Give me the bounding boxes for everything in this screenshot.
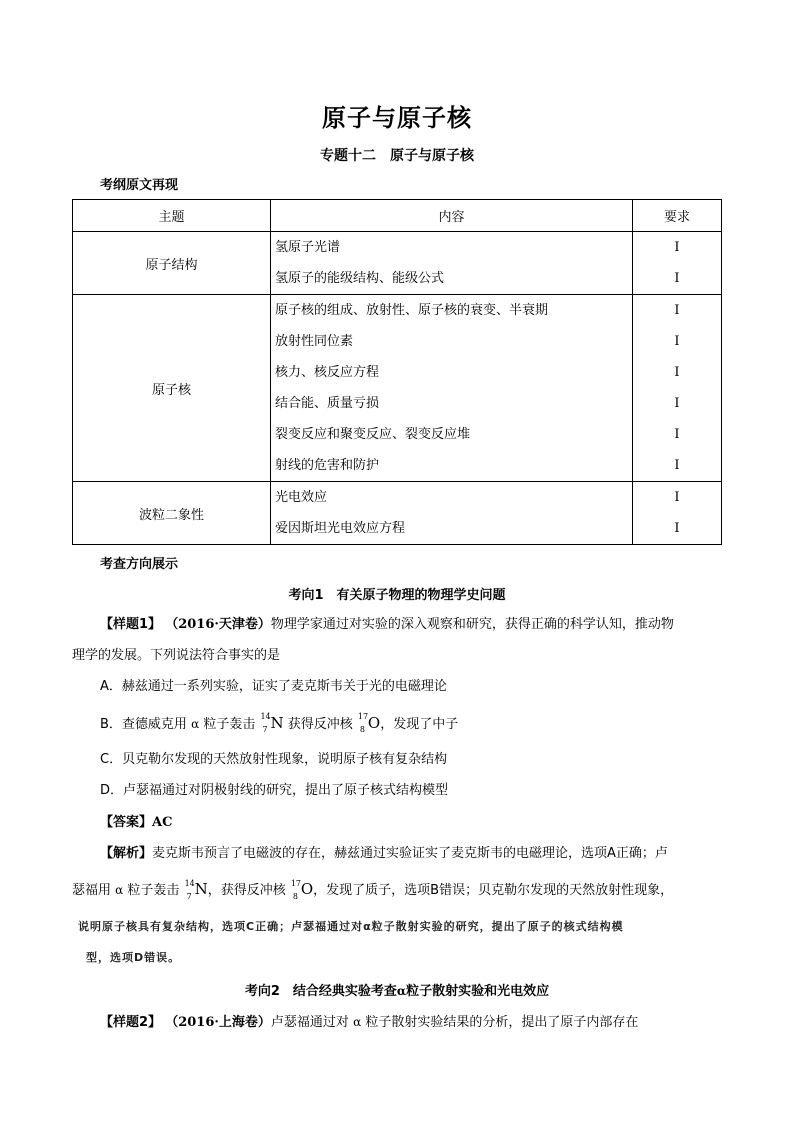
content-item: 裂变反应和聚变反应、裂变反应堆	[275, 427, 471, 442]
example-2-text: 卢瑟福通过对	[270, 1015, 349, 1030]
header-topic: 主题	[73, 200, 271, 232]
nuclide-nitrogen	[184, 874, 208, 906]
option-b	[100, 713, 458, 735]
table-row	[73, 232, 722, 295]
option-b-text: B．查德威克用	[100, 717, 187, 732]
table-row	[73, 482, 722, 545]
example-1-text: 物理学家通过对实验的深入观察和研究，获得正确的科学认知，推动物	[270, 617, 674, 632]
page-title: 原子与原子核	[322, 104, 472, 132]
option-d: D．卢瑟福通过对阴极射线的研究，提出了原子核式结构模型	[100, 783, 449, 798]
atomic-number: 7	[186, 892, 192, 901]
alpha-symbol: α	[353, 1015, 362, 1029]
requirement-level: I	[674, 334, 680, 349]
requirement-level: I	[674, 271, 680, 286]
content-item: 氢原子的能级结构、能级公式	[275, 271, 445, 286]
example-2-label: 【样题2】	[100, 1015, 162, 1030]
requirement-level: I	[674, 458, 680, 473]
requirement-cell	[633, 482, 722, 545]
content-cell	[271, 295, 633, 482]
option-b-text: 获得反冲核	[287, 717, 353, 732]
analysis-text: 瑟福用	[72, 883, 112, 898]
example-1-stem	[100, 609, 725, 640]
content-cell	[271, 232, 633, 295]
example-1-stem-cont: 理学的发展。下列说法符合事实的是	[72, 648, 281, 663]
analysis-label: 【解析】	[100, 846, 153, 861]
table-row	[73, 295, 722, 482]
analysis-text: ，获得反冲核	[207, 883, 286, 898]
nuclide-nitrogen	[260, 712, 284, 735]
analysis-line-3: 说明原子核具有复杂结构，选项C正确；卢瑟福通过对α粒子散射实验的研究，提出了原子的核式结构模	[78, 920, 624, 933]
example-2-text: 粒子散射实验结果的分析，提出了原子内部存在	[365, 1015, 639, 1030]
mass-number: 17	[357, 712, 369, 721]
analysis-line-1	[100, 838, 725, 869]
atomic-number: 8	[292, 892, 298, 901]
analysis-text: 麦克斯韦预言了电磁波的存在，赫兹通过实验证实了麦克斯韦的电磁理论，选项A正确；卢	[152, 846, 668, 861]
example-2-source: （2016·上海卷）	[165, 1015, 271, 1030]
mass-number: 14	[260, 712, 271, 721]
page-subtitle: 专题十二 原子与原子核	[320, 148, 474, 164]
analysis-line-2	[72, 874, 722, 906]
topic-cell: 原子结构	[73, 232, 271, 295]
atomic-number: 8	[359, 725, 365, 734]
alpha-symbol: α	[396, 984, 407, 998]
directions-label: 考查方向展示	[100, 557, 179, 572]
topic-cell: 波粒二象性	[73, 482, 271, 545]
nuclide-oxygen	[290, 874, 314, 906]
content-item: 光电效应	[275, 490, 328, 505]
option-b-text: 粒子轰击	[203, 717, 256, 732]
option-b-text: ，发现了中子	[380, 717, 459, 732]
requirements-table	[72, 199, 722, 545]
answer-value: AC	[152, 815, 173, 830]
option-a: A．赫兹通过一系列实验，证实了麦克斯韦关于光的电磁理论	[100, 679, 447, 694]
nuclide-oxygen	[357, 712, 381, 735]
requirement-level: I	[674, 240, 680, 255]
content-item: 射线的危害和防护	[275, 458, 380, 473]
alpha-symbol: α	[191, 717, 200, 731]
content-item: 爱因斯坦光电效应方程	[275, 521, 406, 536]
element-symbol: N	[270, 714, 284, 732]
requirement-level: I	[674, 490, 680, 505]
requirement-level: I	[674, 396, 680, 411]
atomic-number: 7	[262, 725, 268, 734]
direction-1-heading: 考向1 有关原子物理的物理学史问题	[288, 588, 506, 603]
answer-label: 【答案】	[100, 815, 153, 830]
content-item: 核力、核反应方程	[275, 365, 380, 380]
requirement-level: I	[674, 427, 680, 442]
element-symbol: O	[367, 714, 381, 732]
header-content: 内容	[271, 200, 633, 232]
content-item: 结合能、质量亏损	[275, 396, 380, 411]
outline-label: 考纲原文再现	[100, 178, 179, 193]
option-c: C．贝克勒尔发现的天然放射性现象，说明原子核有复杂结构	[100, 752, 448, 767]
content-item: 放射性同位素	[275, 334, 354, 349]
topic-cell: 原子核	[73, 295, 271, 482]
content-cell	[271, 482, 633, 545]
example-1-source: （2016·天津卷）	[165, 617, 271, 632]
content-item: 氢原子光谱	[275, 240, 341, 255]
example-1-label: 【样题1】	[100, 617, 162, 632]
element-symbol: O	[300, 880, 314, 898]
alpha-symbol: α	[115, 883, 124, 897]
mass-number: 14	[184, 879, 195, 888]
requirement-level: I	[674, 365, 680, 380]
requirement-cell	[633, 232, 722, 295]
content-item: 原子核的组成、放射性、原子核的衰变、半衰期	[275, 303, 549, 318]
analysis-text: 粒子轰击	[127, 883, 180, 898]
requirement-level: I	[674, 521, 680, 536]
mass-number: 17	[290, 879, 302, 888]
answer-line	[100, 807, 725, 838]
example-2-stem	[100, 1007, 725, 1038]
header-requirement: 要求	[633, 200, 722, 232]
direction-2-text: 粒子散射实验和光电效应	[406, 984, 550, 999]
analysis-line-4: 型，选项D错误。	[86, 951, 181, 964]
table-header-row	[73, 200, 722, 232]
direction-2-text: 考向2 结合经典实验考查	[244, 984, 397, 999]
direction-2-heading	[0, 980, 794, 999]
element-symbol: N	[194, 880, 208, 898]
requirement-cell	[633, 295, 722, 482]
analysis-text: ，发现了质子，选项B错误；贝克勒尔发现的天然放射性现象，	[313, 883, 674, 898]
requirement-level: I	[674, 303, 680, 318]
